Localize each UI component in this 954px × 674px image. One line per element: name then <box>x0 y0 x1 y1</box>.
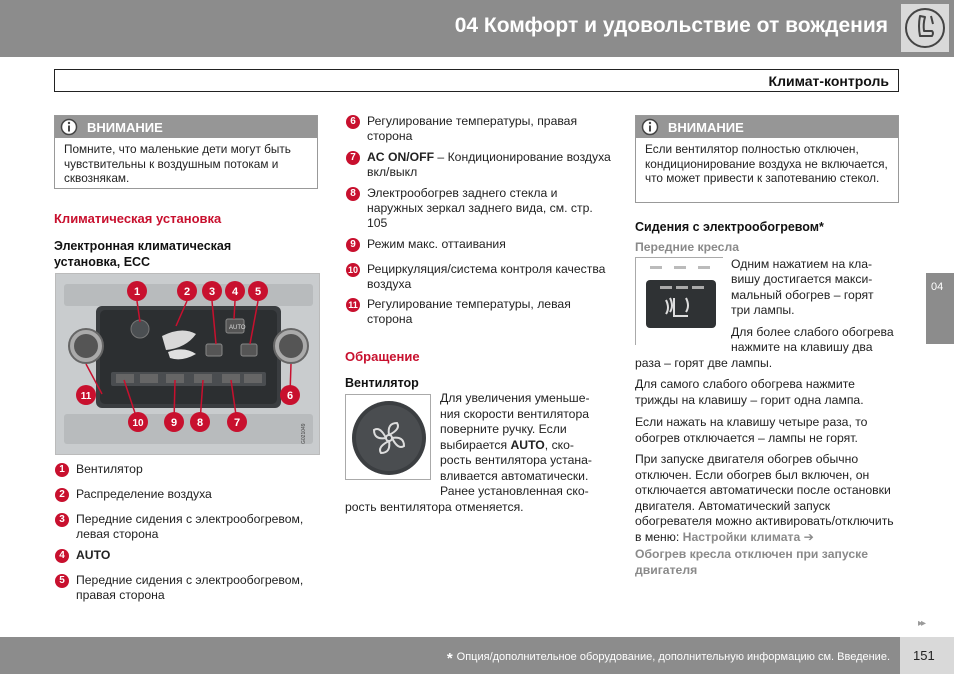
chapter-side-tab <box>926 273 954 344</box>
footnote <box>447 650 890 667</box>
seat-text-line: вишу достигается макси- <box>731 272 873 286</box>
item-text: Вентилятор <box>76 462 143 476</box>
footnote-text: Опция/дополнительное оборудование, дополнительную информацию см. Введение. <box>456 651 890 663</box>
paragraph-one-lamp: Для самого слабого обогрева нажмите трижды на клавишу – горит одна лампа. <box>635 377 864 407</box>
chapter-icon-box <box>901 4 949 52</box>
paragraph-off: Если нажать на клавишу четыре раза, то обогрев отключается – лампы не горят. <box>635 415 868 445</box>
seat-text-line: три лампы. <box>731 303 795 317</box>
fan-text-line: Для увеличения уменьше- <box>440 391 590 405</box>
paragraph-engine-start: При запуске двигателя обогрев обычно отключен. Если обогрев был включен, он отключается автоматически после остановки двигателя. Автоматический запуск обогревателя можно активировать/отключить в меню: Настройки климата ➔ <box>635 452 894 544</box>
page-number: 151 <box>913 648 935 663</box>
page-footer <box>0 637 954 674</box>
info-icon <box>640 118 660 136</box>
item-text: Режим макс. оттаивания <box>367 237 506 251</box>
seat-text-line: Одним нажатием на кла- <box>731 257 873 271</box>
side-tab-label: 04 <box>931 281 944 293</box>
warning-text: Если вентилятор полностью отключен, кондиционирование воздуха не включается, что может привести к запотеванию стекол. <box>645 142 888 185</box>
item-number: 11 <box>346 298 360 312</box>
info-icon <box>59 118 79 136</box>
fan-text-line: рость вентилятора отменяется. <box>345 500 524 514</box>
item-number: 1 <box>55 463 69 477</box>
arrow-right-icon: ➔ <box>800 529 814 544</box>
warning-header <box>636 116 898 138</box>
chapter-title: 04 Комфорт и удовольствие от вождения <box>454 14 888 37</box>
item-text: AUTO <box>76 548 111 562</box>
seat-text-line: нажмите на клавишу два <box>731 340 873 354</box>
footnote-star: * <box>446 650 453 667</box>
menu-path-seat-heating-off[interactable]: Обогрев кресла отключен при запуске двигателя <box>635 547 868 577</box>
warning-label: ВНИМАНИЕ <box>668 120 744 135</box>
item-number: 6 <box>346 115 360 129</box>
seat-text-line: раза – горят две лампы. <box>635 356 773 370</box>
ecc-panel-illustration <box>55 273 320 455</box>
section-title: Климат-контроль <box>768 73 889 89</box>
menu-path-climate-settings[interactable]: Настройки климата <box>682 529 801 544</box>
fan-text-line: Ранее установленная ско- <box>440 484 589 498</box>
warning-label: ВНИМАНИЕ <box>87 120 163 135</box>
item-text: Распределение воздуха <box>76 487 212 501</box>
warning-header <box>55 116 317 138</box>
auto-button-label: AUTO <box>229 325 246 331</box>
seat-heater-button-illustration <box>635 257 723 345</box>
fan-knob-illustration <box>345 394 431 480</box>
svg-text:9: 9 <box>170 417 178 429</box>
item-text <box>367 150 611 180</box>
seat-icon <box>901 4 949 52</box>
svg-text:1: 1 <box>133 286 141 298</box>
svg-text:3: 3 <box>208 286 216 298</box>
ac-onoff-label: AC ON/OFF <box>367 150 435 164</box>
warning-text: Помните, что маленькие дети могут быть чувствительны к воздушным потокам и сквознякам. <box>64 142 291 185</box>
heading-operation: Обращение <box>345 349 420 364</box>
warning-box-fan-off <box>635 115 899 203</box>
svg-text:5: 5 <box>254 286 262 298</box>
fan-text-line: ния скорости вентилятора <box>440 407 590 421</box>
page-header <box>0 0 954 57</box>
item-number: 4 <box>55 549 69 563</box>
fan-text-line: выбирается AUTO, ско- <box>440 438 574 452</box>
item-number: 3 <box>55 513 69 527</box>
item-number: 10 <box>347 265 358 275</box>
auto-inline: AUTO <box>510 438 545 452</box>
item-text: Передние сидения с электрообогревом, правая сторона <box>76 573 304 602</box>
subheading-fan: Вентилятор <box>345 376 419 390</box>
seat-text-line: Для более слабого обогрева <box>731 325 894 339</box>
svg-text:8: 8 <box>196 417 204 429</box>
subheading-heated-seats: Сидения с электрообогревом* <box>635 220 824 234</box>
item-number: 7 <box>346 151 360 165</box>
item-text: Рециркуляция/система контроля качества воздуха <box>367 262 606 291</box>
seat-text-line: мальный обогрев – горят <box>731 288 874 302</box>
item-text: Регулирование температуры, левая сторона <box>367 297 571 326</box>
item-text: Электрообогрев заднего стекла и наружных зеркал заднего вида, см. стр. 105 <box>367 186 593 230</box>
item-number: 2 <box>55 488 69 502</box>
heading-climate-unit: Климатическая установка <box>54 211 222 226</box>
page-number-box <box>900 637 954 674</box>
svg-text:4: 4 <box>231 286 239 298</box>
ac-onoff-desc: – Кондиционирование воздуха вкл/выкл <box>367 150 611 179</box>
next-page-arrows-icon: ▸▸ <box>918 618 925 629</box>
image-code: G021049 <box>301 423 307 444</box>
warning-box-children <box>54 115 318 189</box>
section-bar <box>54 69 899 92</box>
subheading-ecc: Электронная климатическая установка, ЕСС <box>54 239 232 269</box>
svg-text:11: 11 <box>80 391 92 402</box>
fan-text-line: поверните ручку. Если <box>440 422 567 436</box>
fan-text-line: рость вентилятора устана- <box>440 453 592 467</box>
item-text: Передние сидения с электрообогревом, левая сторона <box>76 512 304 541</box>
item-number: 8 <box>346 187 360 201</box>
item-text: Регулирование температуры, правая сторона <box>367 114 578 143</box>
heading-front-seats: Передние кресла <box>635 240 739 254</box>
item-number: 5 <box>55 574 69 588</box>
svg-text:2: 2 <box>183 286 191 298</box>
fan-text-line: вливается автоматически. <box>440 469 589 483</box>
item-number: 9 <box>346 238 360 252</box>
svg-text:6: 6 <box>286 390 294 402</box>
svg-text:10: 10 <box>132 418 144 429</box>
svg-text:7: 7 <box>233 417 241 429</box>
